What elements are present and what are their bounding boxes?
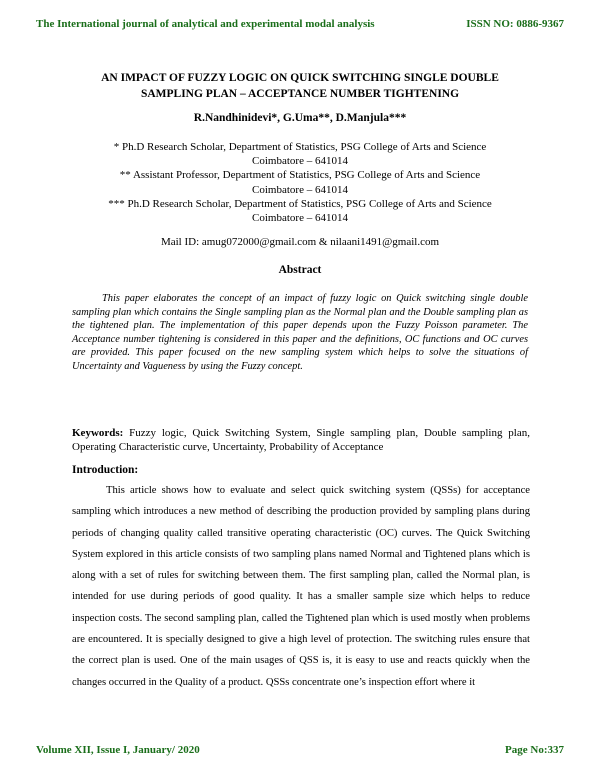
paper-title [60,70,540,102]
title-line-1: AN IMPACT OF FUZZY LOGIC ON QUICK SWITCHING SINGLE DOUBLE [101,72,499,84]
running-header [36,18,564,30]
running-footer [36,744,564,756]
affiliation-2 [60,168,540,196]
author-list: R.Nandhinidevi*, G.Uma**, D.Manjula*** [193,112,407,124]
keywords [72,426,530,454]
affiliation-1 [60,140,540,168]
keywords-text: Fuzzy logic, Quick Switching System, Single sampling plan, Double sampling plan, Operating Characteristic curve, Uncertainty, Probability of Acceptance [72,427,530,453]
affiliations [60,140,540,225]
contact-email: Mail ID: amug072000@gmail.com & nilaani1491@gmail.com [160,236,440,248]
volume-issue: Volume XII, Issue I, January/ 2020 [36,744,200,756]
introduction-text: This article shows how to evaluate and select quick switching system (QSSs) for acceptance sampling which introduces a new method of describing the production provided by sampling plans during periods of changing quality called transitive operating characteristic (OC) curves. The Quick Switching System explored in this article consists of two sampling plans named Normal and Tightened plans which is along with a set of rules for switching between them. The first sampling plan, called the Normal plan, is intended for use during periods of good quality. It has a smaller sample size which helps to reduce inspection costs. The second sampling plan, called the Tightened plan which is used mostly when problems are encountered. It is specially designed to give a high level of protection. The switching rules ensure that the correct plan is used. One of the main usages of QSS is, it is easy to use and reacts quickly when the changes occurred in the Quality of a product. QSSs concentrate one’s inspection effort where it [72,485,530,688]
abstract-text: This paper elaborates the concept of an impact of fuzzy logic on Quick switching single double sampling plan which contains the Single sampling plan as the Normal plan and the Double sampling plan as the tightened plan. The implementation of this paper depends upon the Fuzzy Poisson parameter. The Acceptance number tightening is considered in this paper and the definitions, OC functions and OC curves are provided. This paper focused on the new sampling system which helps to solve the situations of Uncertainty and Vagueness by using the Fuzzy concept. [72,293,528,372]
affiliation-3-line-1: *** Ph.D Research Scholar, Department of Statistics, PSG College of Arts and Science [108,197,492,210]
issn-number: ISSN NO: 0886-9367 [466,18,564,30]
affiliation-2-line-2: Coimbatore – 641014 [252,183,348,196]
page-number: Page No:337 [505,744,564,756]
affiliation-2-line-1: ** Assistant Professor, Department of Statistics, PSG College of Arts and Science [119,169,481,182]
abstract-heading: Abstract [278,264,322,276]
title-line-2: SAMPLING PLAN – ACCEPTANCE NUMBER TIGHTENING [140,88,460,100]
affiliation-1-line-1: * Ph.D Research Scholar, Department of Statistics, PSG College of Arts and Science [113,141,487,153]
affiliation-3-line-2: Coimbatore – 641014 [252,212,348,225]
keywords-label: Keywords: [72,427,124,439]
introduction-heading: Introduction: [72,464,139,476]
journal-name: The International journal of analytical and experimental modal analysis [36,18,375,30]
affiliation-3 [60,197,540,225]
affiliation-1-line-2: Coimbatore – 641014 [252,155,348,168]
